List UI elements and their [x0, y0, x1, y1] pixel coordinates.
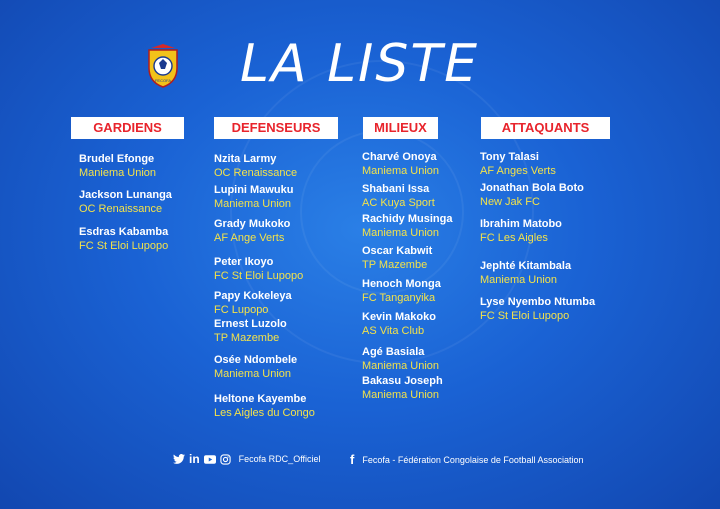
- player-club: FC Tanganyika: [362, 292, 436, 304]
- player-club: OC Renaissance: [79, 203, 163, 215]
- player-card: [362, 278, 441, 305]
- player-name: Shabani Issa: [362, 183, 430, 195]
- player-card: [214, 184, 293, 211]
- player-card: [214, 318, 287, 345]
- player-club: FC St Eloi Lupopo: [79, 240, 169, 252]
- social-footer: [173, 452, 321, 466]
- youtube-icon[interactable]: [204, 455, 216, 464]
- player-card: [214, 290, 292, 317]
- player-card: [362, 346, 439, 373]
- player-club: Maniema Union: [362, 165, 440, 177]
- player-card: [79, 189, 172, 216]
- player-card: [79, 226, 168, 253]
- player-card: [480, 218, 562, 245]
- player-club: FC St Eloi Lupopo: [480, 310, 570, 322]
- player-card: [480, 151, 556, 178]
- player-name: Ernest Luzolo: [214, 318, 287, 330]
- page-title: LA LISTE: [240, 34, 480, 94]
- player-name: Oscar Kabwit: [362, 245, 433, 257]
- player-name: Heltone Kayembe: [214, 393, 307, 405]
- facebook-footer: [350, 452, 583, 467]
- player-card: [214, 153, 297, 180]
- player-club: TP Mazembe: [214, 332, 280, 344]
- player-name: Jephté Kitambala: [480, 260, 572, 272]
- player-club: AF Ange Verts: [214, 232, 285, 244]
- player-club: Maniema Union: [214, 368, 292, 380]
- player-club: New Jak FC: [480, 196, 540, 208]
- facebook-text: Fecofa - Fédération Congolaise de Football Association: [362, 454, 584, 465]
- player-club: FC Lupopo: [214, 304, 269, 316]
- player-name: Esdras Kabamba: [79, 226, 169, 238]
- player-name: Grady Mukoko: [214, 218, 291, 230]
- player-card: [79, 153, 156, 180]
- player-card: [362, 375, 443, 402]
- player-name: Lupini Mawuku: [214, 184, 294, 196]
- player-card: [362, 213, 452, 240]
- player-name: Bakasu Joseph: [362, 375, 443, 387]
- player-card: [480, 296, 595, 323]
- player-card: [480, 260, 571, 287]
- player-name: Peter Ikoyo: [214, 256, 274, 268]
- player-club: AS Vita Club: [362, 325, 425, 337]
- player-name: Agé Basiala: [362, 346, 425, 358]
- player-club: AC Kuya Sport: [362, 197, 435, 209]
- player-name: Rachidy Musinga: [362, 213, 453, 225]
- player-card: [362, 151, 439, 178]
- player-club: AF Anges Verts: [480, 165, 556, 177]
- player-club: Maniema Union: [79, 167, 157, 179]
- player-name: Kevin Makoko: [362, 311, 436, 323]
- player-card: [214, 218, 290, 245]
- heading-attaquants: ATTAQUANTS: [481, 117, 610, 139]
- player-name: Jonathan Bola Boto: [480, 182, 584, 194]
- heading-defenseurs: DEFENSEURS: [214, 117, 338, 139]
- player-club: Maniema Union: [214, 198, 292, 210]
- heading-gardiens: GARDIENS: [71, 117, 184, 139]
- fecofa-logo: [146, 44, 180, 88]
- player-card: [480, 182, 584, 209]
- player-name: Henoch Monga: [362, 278, 441, 290]
- player-name: Papy Kokeleya: [214, 290, 292, 302]
- player-club: TP Mazembe: [362, 259, 428, 271]
- player-name: Ibrahim Matobo: [480, 218, 562, 230]
- player-club: Maniema Union: [480, 274, 558, 286]
- player-name: Brudel Efonge: [79, 153, 155, 165]
- heading-milieux: MILIEUX: [363, 117, 438, 139]
- player-club: Les Aigles du Congo: [214, 407, 315, 419]
- player-card: [362, 183, 435, 210]
- instagram-icon[interactable]: [220, 454, 231, 465]
- player-name: Jackson Lunanga: [79, 189, 172, 201]
- linkedin-icon[interactable]: in: [189, 452, 200, 466]
- player-club: FC St Eloi Lupopo: [214, 270, 304, 282]
- player-club: Maniema Union: [362, 227, 440, 239]
- player-club: OC Renaissance: [214, 167, 298, 179]
- player-club: FC Les Aigles: [480, 232, 548, 244]
- logo-text: FECOFA: [154, 78, 172, 83]
- player-card: [214, 354, 297, 381]
- player-name: Osée Ndombele: [214, 354, 298, 366]
- player-name: Tony Talasi: [480, 151, 539, 163]
- twitter-icon[interactable]: [173, 454, 185, 464]
- social-handle: Fecofa RDC_Officiel: [238, 454, 321, 464]
- player-club: Maniema Union: [362, 360, 440, 372]
- player-card: [362, 311, 436, 338]
- player-card: [214, 256, 303, 283]
- facebook-icon[interactable]: f: [350, 452, 355, 467]
- player-name: Nzita Larmy: [214, 153, 277, 165]
- player-name: Charvé Onoya: [362, 151, 437, 163]
- player-name: Lyse Nyembo Ntumba: [480, 296, 596, 308]
- player-card: [362, 245, 432, 272]
- player-club: Maniema Union: [362, 389, 440, 401]
- player-card: [214, 393, 315, 420]
